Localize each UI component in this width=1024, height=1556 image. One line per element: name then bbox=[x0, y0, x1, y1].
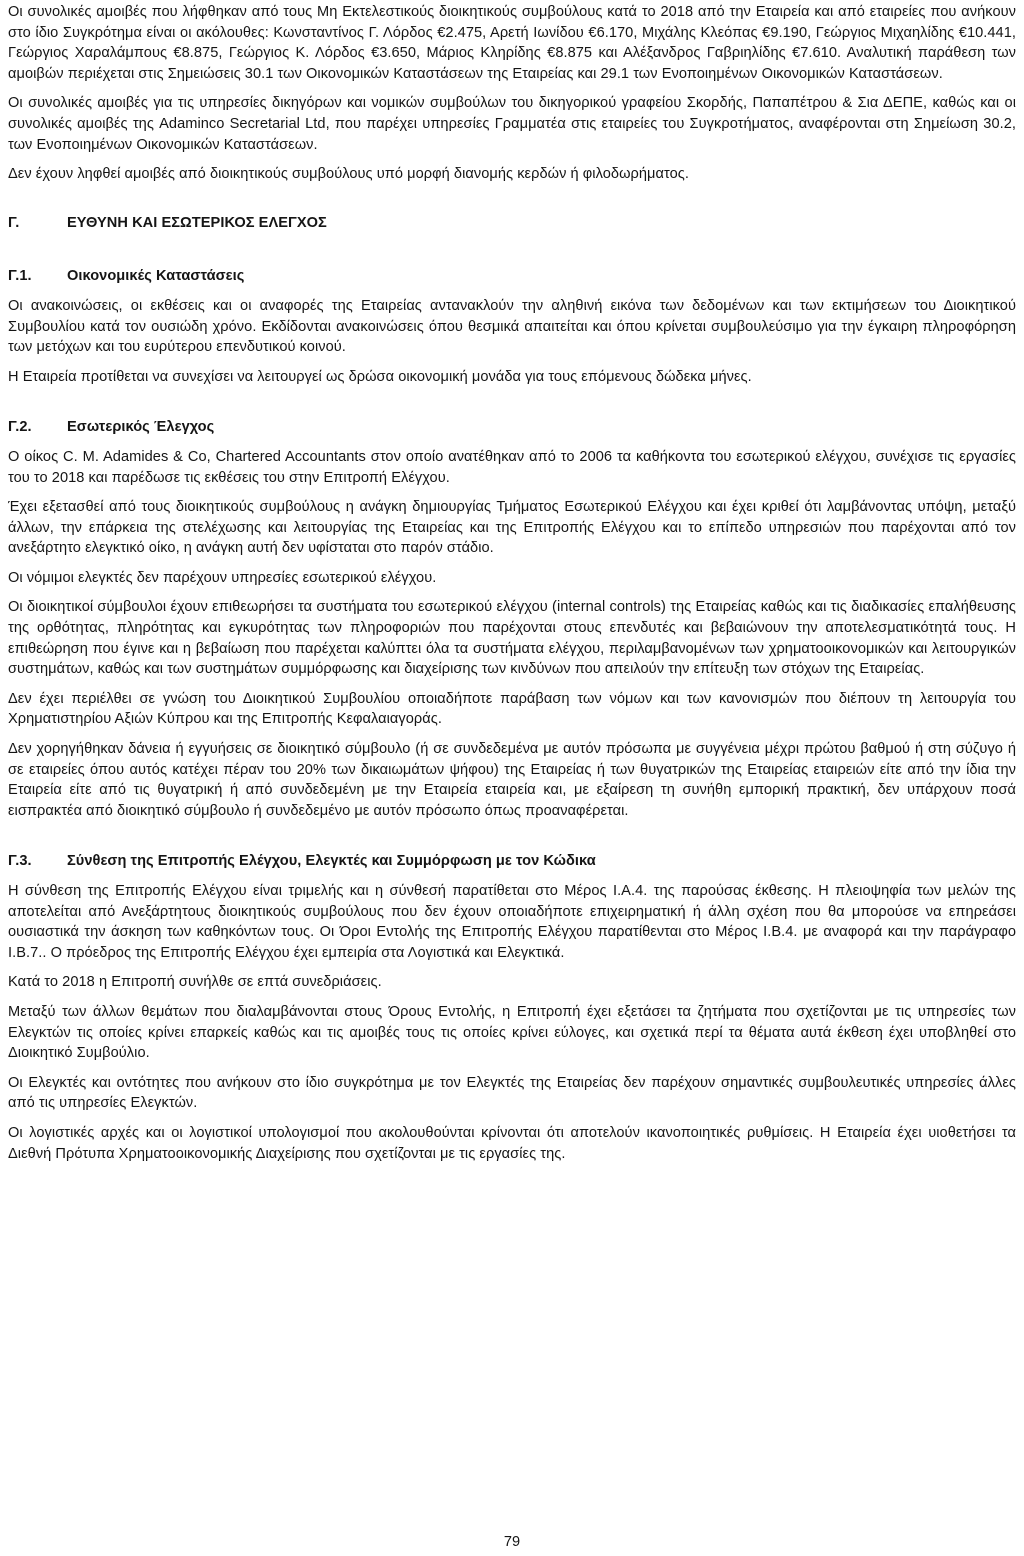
paragraph-nonexec-remuneration: Οι συνολικές αμοιβές που λήφθηκαν από τους Μη Εκτελεστικούς διοικητικούς συμβούλους κατά το 2018 από την Εταιρεία και από εταιρείες που ανήκουν στο ίδιο Συγκρότημα είναι οι ακόλουθες: Κωνσταντίνος Γ. Λόρδος €2.475, Αρετή Ιωνίδου €6.170, Μιχάλης Κλεόπας €9.190, Γεώργιος Μιχαηλίδης €10.441, Γεώργιος Χαραλάμπους €8.875, Γεώργιος Κ. Λόρδος €3.650, Μάριος Κληρίδης €8.875 και Αλέξανδρος Γαβριηλίδης €7.610. Αναλυτική παράθεση των αμοιβών περιέχεται στις Σημειώσεις 30.1 των Οικονομικών Καταστάσεων της Εταιρείας και 29.1 των Ενοποιημένων Οικονομικών Καταστάσεων. bbox=[8, 4, 1016, 82]
subsection-title: Εσωτερικός Έλεγχος bbox=[67, 419, 215, 436]
subsection-heading-g3 bbox=[8, 851, 1016, 872]
paragraph-consulting-services: Οι Ελεγκτές και οντότητες που ανήκουν στο ίδιο συγκρότημα με τον Ελεγκτές της Εταιρείας δεν παρέχουν σημαντικές συμβουλευτικές υπηρεσίες άλλες από τις υπηρεσίες Ελεγκτών. bbox=[8, 1074, 1016, 1112]
subsection-heading-g1 bbox=[8, 266, 1016, 287]
paragraph-going-concern: Η Εταιρεία προτίθεται να συνεχίσει να λειτουργεί ως δρώσα οικονομική μονάδα για τους επόμενους δώδεκα μήνες. bbox=[8, 368, 752, 385]
subsection-title: Σύνθεση της Επιτροπής Ελέγχου, Ελεγκτές και Συμμόρφωση με τον Κώδικα bbox=[67, 853, 596, 870]
document-page bbox=[8, 2, 1016, 1164]
subsection-number: Γ.2. bbox=[8, 419, 32, 436]
section-heading-g bbox=[8, 213, 1016, 234]
paragraph-legal-fees: Οι συνολικές αμοιβές για τις υπηρεσίες δικηγόρων και νομικών συμβούλων του δικηγορικού γραφείου Σκορδής, Παπαπέτρου & Σια ΔΕΠΕ, καθώς και οι συνολικές αμοιβές της Adaminco Secretarial Ltd, που παρέχει υπηρεσίες Γραμματέα στις εταιρείες του Συγκροτήματος, αναφέρονται στη Σημείωση 30.2, των Ενοποιημένων Οικονομικών Καταστάσεων. bbox=[8, 95, 1016, 153]
paragraph-no-loans: Δεν χορηγήθηκαν δάνεια ή εγγυήσεις σε διοικητικό σύμβουλο (ή σε συνδεδεμένα με αυτόν πρόσωπα με συγγένεια μέχρι πρώτου βαθμού ή στη σύζυγο ή σε εταιρείες όπου αυτός κατέχει πέραν του 20% των δικαιωμάτων ψήφου) της Εταιρείας ή των θυγατρικών της Εταιρείας εταιρειών είτε από την ίδια την Εταιρεία είτε από τις θυγατρική ή από συνδεδεμένη με την Εταιρεία εταιρεία και, με εξαίρεση τη συνήθη εμπορική πρακτική, δεν υπάρχουν ποσά εισπρακτέα από διοικητικό σύμβουλο ή συνδεδεμένο με αυτόν πρόσωπο όπως προαναφέρεται. bbox=[8, 741, 1016, 819]
paragraph-announcements: Οι ανακοινώσεις, οι εκθέσεις και οι αναφορές της Εταιρείας αντανακλούν την αληθινή εικόνα των δεδομένων και των εκτιμήσεων του Διοικητικού Συμβουλίου κατά τον ουσιώδη χρόνο. Εκδίδονται ανακοινώσεις όπου θεσμικά απαιτείται και όπου κρίνεται συμβουλεύσιμο για την έγκαιρη πληροφόρηση των μετόχων και του ευρύτερου επενδυτικού κοινού. bbox=[8, 297, 1016, 356]
paragraph-internal-audit-need: Έχει εξετασθεί από τους διοικητικούς συμβούλους η ανάγκη δημιουργίας Τμήματος Εσωτερικού Ελέγχου και έχει κριθεί ότι λαμβάνοντας υπόψη, μεταξύ άλλων, την επάρκεια της στελέχωσης και λειτουργίας της Εταιρείας και της Επιτροπής Ελέγχου και το επίπεδο υπηρεσιών που παρέχονται από τον ανεξάρτητο ελεγκτικό οίκο, η ανάγκη αυτή δεν υφίσταται στο παρόν στάδιο. bbox=[8, 499, 1016, 557]
paragraph-no-profit-share: Δεν έχουν ληφθεί αμοιβές από διοικητικούς συμβούλους υπό μορφή διανομής κερδών ή φιλοδωρήματος. bbox=[8, 166, 689, 183]
subsection-title: Οικονομικές Καταστάσεις bbox=[67, 268, 245, 285]
paragraph-internal-controls: Οι διοικητικοί σύμβουλοι έχουν επιθεωρήσει τα συστήματα του εσωτερικού ελέγχου (internal controls) της Εταιρείας καθώς και τις διαδικασίες επαλήθευσης της ορθότητας, πληρότητας και εγκυρότητας των πληροφοριών που παρέχονται στους επενδυτές και βεβαιώνουν την αποτελεσματικότητά τους. Η επιθεώρηση που έγινε και η βεβαίωση που παρέχεται καλύπτει όλα τα συστήματα ελέγχου, περιλαμβανομένων των χρηματοοικονομικών και λειτουργικών συστημάτων, καθώς και των συστημάτων συμμόρφωσης και διαχείρισης των κινδύνων που απειλούν την επίτευξη των στόχων της Εταιρείας. bbox=[8, 599, 1016, 678]
subsection-number: Γ.1. bbox=[8, 268, 32, 285]
page-number: 79 bbox=[503, 1534, 521, 1550]
subsection-number: Γ.3. bbox=[8, 853, 32, 870]
paragraph-accounting-policies: Οι λογιστικές αρχές και οι λογιστικοί υπολογισμοί που ακολουθούνται κρίνονται ότι αποτελούν ικανοποιητικές ρυθμίσεις. Η Εταιρεία έχει υιοθετήσει τα Διεθνή Πρότυπα Χρηματοοικονομικής Διαχείρισης που σχετίζονται με τις εργασίες της. bbox=[8, 1124, 1016, 1162]
paragraph-no-violations: Δεν έχει περιέλθει σε γνώση του Διοικητικού Συμβουλίου οποιαδήποτε παράβαση των νόμων και των κανονισμών που διέπουν τη λειτουργία του Χρηματιστηρίου Αξιών Κύπρου και της Επιτροπής Κεφαλαιαγοράς. bbox=[8, 690, 1016, 728]
section-title: ΕΥΘΥΝΗ ΚΑΙ ΕΣΩΤΕΡΙΚΟΣ ΕΛΕΓΧΟΣ bbox=[67, 214, 327, 231]
paragraph-internal-audit-firm: Ο οίκος C. M. Adamides & Co, Chartered Accountants στον οποίο ανατέθηκαν από το 2006 τα καθήκοντα του εσωτερικού ελέγχου, συνέχισε τις εργασίες του το 2018 και παρέδωσε τις εκθέσεις του στην Επιτροπή Ελέγχου. bbox=[8, 448, 1016, 486]
subsection-heading-g2 bbox=[8, 417, 1016, 438]
paragraph-meetings: Κατά το 2018 η Επιτροπή συνήλθε σε επτά συνεδριάσεις. bbox=[8, 974, 382, 991]
section-number: Γ. bbox=[8, 214, 20, 231]
paragraph-audit-committee-composition: Η σύνθεση της Επιτροπής Ελέγχου είναι τριμελής και η σύνθεσή παρατίθεται στο Μέρος Ι.Α.4. της παρούσας έκθεσης. Η πλειοψηφία των μελών της αποτελείται από Ανεξάρτητους διοικητικούς συμβούλους που δεν έχουν οποιαδήποτε επιχειρηματική ή άλλη σχέση που θα μπορούσε να επηρεάσει ουσιαστικά την άσκηση των καθηκόντων τους. Οι Όροι Εντολής της Επιτροπής Ελέγχου παρατίθενται στο Μέρος Ι.Β.4. με αναφορά και την παράγραφο Ι.Β.7.. Ο πρόεδρος της Επιτροπής Ελέγχου έχει εμπειρία στα Λογιστικά και Ελεγκτικά. bbox=[8, 883, 1016, 961]
paragraph-auditor-services: Μεταξύ των άλλων θεμάτων που διαλαμβάνονται στους Όρους Εντολής, η Επιτροπή έχει εξετάσει τα ζητήματα που σχετίζονται με τις υπηρεσίες των Ελεγκτών τις οποίες κρίνει επαρκείς καθώς και τις αμοιβές τους τις οποίες κρίνει εύλογες, και σχετικά περί τα θέματα αυτά έκθεση έχει υποβληθεί στο Διοικητικό Συμβούλιο. bbox=[8, 1003, 1016, 1062]
paragraph-statutory-auditors: Οι νόμιμοι ελεγκτές δεν παρέχουν υπηρεσίες εσωτερικού ελέγχου. bbox=[8, 569, 437, 586]
